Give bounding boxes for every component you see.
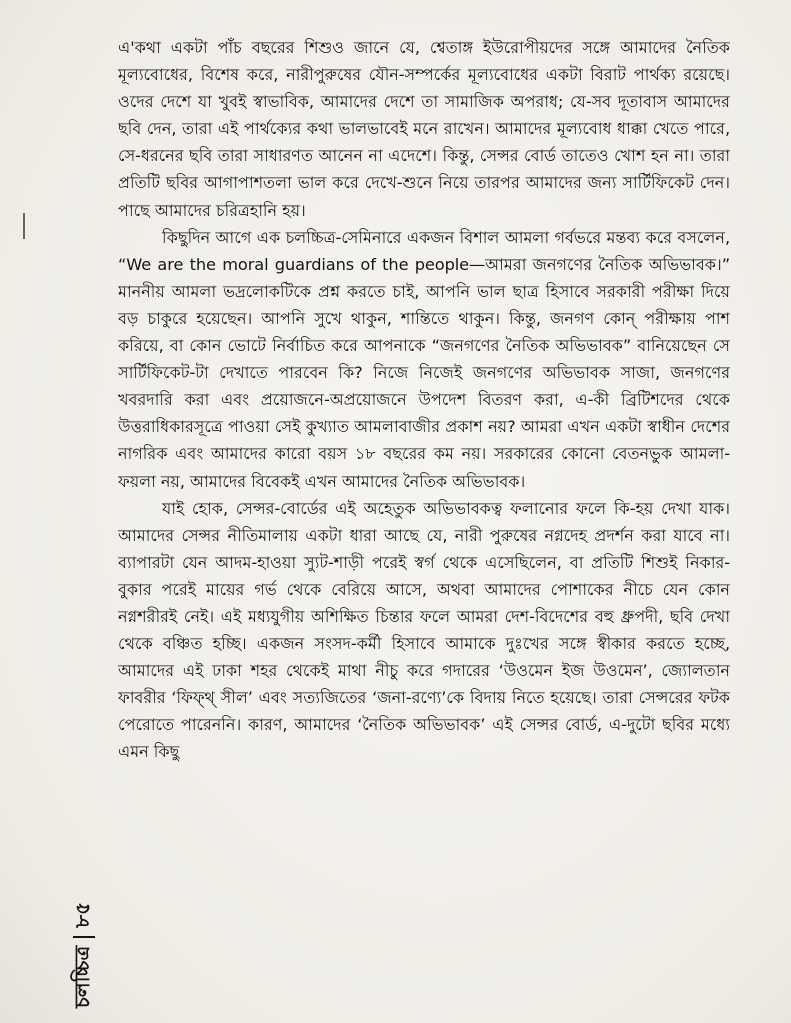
page-number: ৮৫ bbox=[69, 901, 94, 928]
body-text bbox=[118, 34, 730, 1019]
margin-mark bbox=[23, 213, 25, 239]
paragraph-1: এ'কথা একটা পাঁচ বছরের শিশুও জানে যে, শ্বেতাঙ্গ ইউরোপীয়দের সঙ্গে আমাদের নৈতিক মূল্যবোধের, বিশেষ করে, নারীপুরুষের যৌন-সম্পর্কের মূল্যবোধের একটা বিরাট পার্থক্য রয়েছে। ওদের দেশে যা খুবই স্বাভাবিক, আমাদের দেশে তা সামাজিক অপরাধ; যে-সব দূতাবাস আমাদের ছবি দেন, তারা এই পার্থক্যের কথা ভালভাবেই মনে রাখেন। আমাদের মূল্যবোধ ধাক্কা খেতে পারে, সে-ধরনের ছবি তারা সাধারণত আনেন না এদেশে। কিন্তু, সেন্সর বোর্ড তাতেও খোশ হন না। তারা প্রতিটি ছবির আগাপাশতলা ভাল করে দেখে-শুনে নিয়ে তারপর আমাদের জন্য সার্টিফিকেট দেন। পাছে আমাদের চরিত্রহানি হয়। bbox=[118, 38, 730, 220]
page-footer-margin bbox=[64, 868, 104, 1008]
separator-bar bbox=[73, 936, 95, 938]
paragraph-2: কিছুদিন আগে এক চলচ্চিত্র-সেমিনারে একজন বিশাল আমলা গর্বভরে মন্তব্য করে বসলেন, “We are the moral guardians of the people—আমরা জনগণের নৈতিক অভিভাবক।” মাননীয় আমলা ভদ্রলোকটিকে প্রশ্ন করতে চাই, আপনি ভাল ছাত্র হিসাবে সরকারী পরীক্ষা দিয়ে বড় চাকুরে হয়েছেন। আপনি সুখে থাকুন, শান্তিতে থাকুন। কিন্তু, জনগণ কোন্ পরীক্ষায় পাশ করিয়ে, বা কোন ভোটে নির্বাচিত করে আপনাকে “জনগণের নৈতিক অভিভাবক” বানিয়েছেন সে সার্টিফিকেট-টা দেখাতে পারবেন কি? নিজে নিজেই জনগণের অভিভাবক সাজা, জনগণের খবরদারি করা এবং প্রয়োজনে-অপ্রয়োজনে উপদেশ বিতরণ করা, এ-কী ব্রিটিশদের থেকে উত্তরাধিকারসূত্রে পাওয়া সেই কুখ্যাত আমলাবাজীর প্রকাশ নয়? আমরা এখন একটা স্বাধীন দেশের নাগরিক এবং আমাদের কারো বয়স ১৮ বছরের কম নয়। সরকারের কোনো বেতনভুক আমলা-ফয়লা নয়, আমাদের বিবেকই এখন আমাদের নৈতিক অভিভাবক। bbox=[118, 227, 730, 491]
paragraph-3: যাই হোক, সেন্সর-বোর্ডের এই অহেতুক অভিভাবকত্ব ফলানোর ফলে কি-হয় দেখা যাক। আমাদের সেন্সর নীতিমালায় একটা ধারা আছে যে, নারী পুরুষের নগ্নদেহ প্রদর্শন করা যাবে না। ব্যাপারটা যেন আদম-হাওয়া স্যুট-শাড়ী পরেই স্বর্গ থেকে এসেছিলেন, বা প্রতিটি শিশুই নিকার-বুকার পরেই মায়ের গর্ভ থেকে বেরিয়ে আসে, অথবা আমাদের পোশাকের নীচে যেন কোন নগ্নশরীরই নেই। এই মধ্যযুগীয় অশিক্ষিত চিন্তার ফলে আমরা দেশ-বিদেশের বহু ধ্রুপদী, ছবি দেখা থেকে বঞ্চিত হচ্ছি। একজন সংসদ-কর্মী হিসাবে আমাকে দুঃখের সঙ্গে স্বীকার করতে হচ্ছে, আমাদের এই ঢাকা শহর থেকেই মাথা নীচু করে গদারের ‘উওমেন ইজ উওমেন’, জ্যোলতান ফাবরীর ‘ফিফ্থ্ সীল’ এবং সত্যজিতের ‘জনা-রণ্যে’কে বিদায় নিতে হয়েছে। তারা সেন্সরের ফটক পেরোতে পারেননি। কারণ, আমাদের ‘নৈতিক অভিভাবক’ এই সেন্সর বোর্ড, এ-দুটো ছবির মধ্যে এমন কিছু bbox=[118, 498, 730, 762]
running-head: চলচ্চিত্র bbox=[69, 945, 94, 1008]
